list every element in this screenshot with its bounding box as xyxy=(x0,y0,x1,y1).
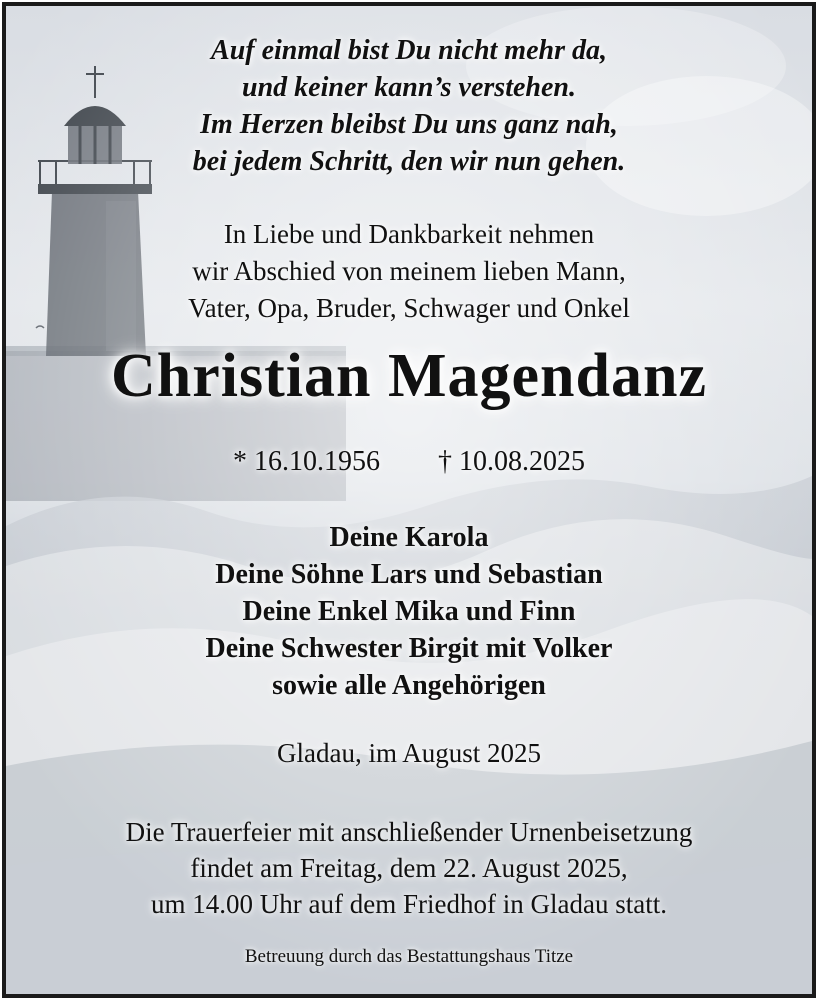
death-date: † 10.08.2025 xyxy=(438,446,585,477)
intro-line: Vater, Opa, Bruder, Schwager und Onkel xyxy=(188,293,630,323)
service-line: um 14.00 Uhr auf dem Friedhof in Gladau statt. xyxy=(151,889,667,919)
mourner-line: Deine Enkel Mika und Finn xyxy=(242,596,576,627)
intro-line: wir Abschied von meinem lieben Mann, xyxy=(192,256,626,286)
poem-line: Auf einmal bist Du nicht mehr da, xyxy=(211,35,607,66)
place-date: Gladau, im August 2025 xyxy=(277,738,541,768)
birth-date: * 16.10.1956 xyxy=(233,446,380,477)
intro-line: In Liebe und Dankbarkeit nehmen xyxy=(223,219,595,249)
mourner-line: sowie alle Angehörigen xyxy=(272,670,546,701)
poem-line: und keiner kann’s verstehen. xyxy=(242,72,576,103)
poem-line: Im Herzen bleibst Du uns ganz nah, xyxy=(200,109,618,140)
undertaker-note: Betreuung durch das Bestattungshaus Titze xyxy=(244,946,574,967)
obituary-frame xyxy=(2,2,816,998)
mourner-line: Deine Söhne Lars und Sebastian xyxy=(215,559,603,590)
deceased-name: Christian Magendanz xyxy=(111,342,707,410)
obituary-content xyxy=(6,6,812,994)
service-line: findet am Freitag, dem 22. August 2025, xyxy=(190,853,628,883)
mourner-line: Deine Schwester Birgit mit Volker xyxy=(205,633,613,664)
service-line: Die Trauerfeier mit anschließender Urnenbeisetzung xyxy=(125,817,693,847)
life-dates xyxy=(6,446,812,478)
poem-line: bei jedem Schritt, den wir nun gehen. xyxy=(192,146,626,177)
mourner-line: Deine Karola xyxy=(329,522,489,553)
